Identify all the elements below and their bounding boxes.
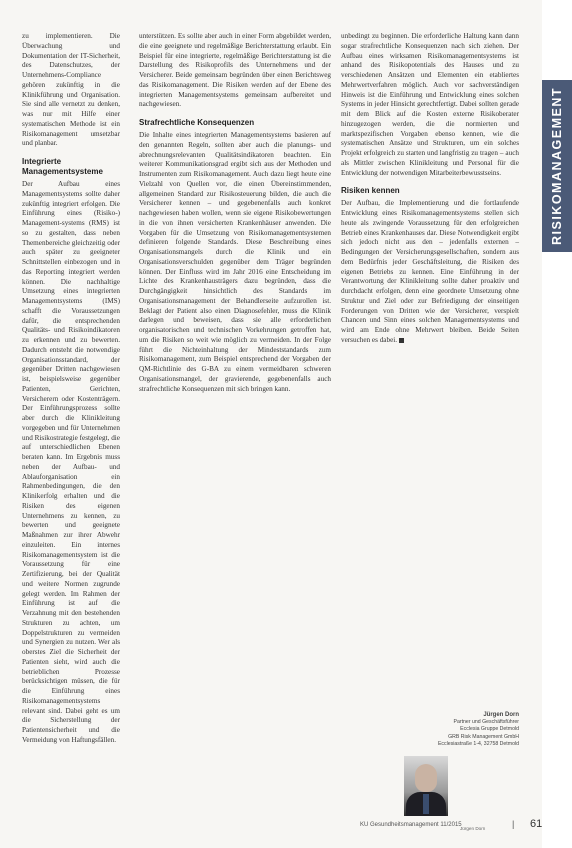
portrait-head xyxy=(415,764,437,792)
portrait-tie xyxy=(423,794,429,814)
paragraph: zu implementieren. Die Überwachung und Dokumentation der IT-Sicherheit, des Datenschutzes, der Unternehmens-Compliance gehören zukünftig in die Klinikführung und Organisation. Sie sind alle vernetzt zu denken, was nur mit Hilfe einer systematischen Methode ist ein Risikomanagement umsetzbar und planbar. xyxy=(22,32,120,148)
paragraph: Der Aufbau eines Managementsystems sollte daher zukünftig integriert erfolgen. Die Einführung eines (Risiko-) Management-systems (RMS) ist so zu gestalten, dass neben Themenbereiche gleichzeitig oder auch später zu geeigneter Schnittstellen einbezogen und in das Reporting integriert werden können. Die nachhaltige Umsetzung eines integrierten Managementsystems (IMS) schafft die Voraussetzungen dafür, die entsprechenden Qualitäts- und Risikoindikatoren zu erkennen und zu bewerten. Dadurch entsteht die notwendige Organisationsstandard, der gegenüber Dritten nachgewiesen ist, beispielsweise gegenüber Patienten, Gerichten, Versicherern oder Kostenträgern. Der Einführungsprozess sollte aber durch die Klinikleitung vorgegeben und für Unternehmen und Risikostrategie festgelegt, die auf unterschiedlichen Ebenen beraten kann. Im Ergebnis muss neben der Aufbau- und Ablauforganisation ein Rahmenbedingungen, die den Klinikerfolg erhalten und die Risiken des eigenen Unternehmens zu kennen, zu bewerten und geeignete Maßnahmen zur ihrer Abwehr einzuleiten. Ein internes Risikomanagementsystem ist die Voraussetzung für eine Zertifizierung, bei der Qualität und weitere Normen zugrunde gelegt werden. Im Rahmen der Einführung ist auf die Verzahnung mit den bestehenden Strukturen zu achten, um Doppelstrukturen zu vermeiden und Synergien zu nutzen. Wer als oberstes Ziel die Sicherheit der Patienten sieht, wird auch die betrieblichen Prozesse berücksichtigen müssen, die für die Einführung eines Risikomanagementsystems relevant sind. Dabei geht es um die Sicherstellung der Patientensicherheit und die Vermeidung von Haftungsfällen. xyxy=(22,180,120,744)
author-name: Jürgen Dorn xyxy=(483,712,519,718)
section-tab xyxy=(542,80,572,252)
author-box xyxy=(341,712,519,748)
page-number: 61 xyxy=(530,818,543,830)
author-company: Ecclesia Gruppe Detmold xyxy=(460,726,519,733)
text-column-2 xyxy=(139,32,331,397)
author-photo xyxy=(404,756,448,816)
paragraph xyxy=(341,199,519,345)
text-column-3 xyxy=(341,32,519,349)
end-mark-icon xyxy=(399,338,404,343)
section-tab-label: RISIKOMANAGEMENT xyxy=(550,86,564,246)
footer-publication: KU Gesundheitsmanagement 11/2015 xyxy=(360,822,462,828)
text-column-1 xyxy=(22,32,120,749)
footer-separator: | xyxy=(512,819,515,829)
author-role: Partner und Geschäftsführer xyxy=(453,719,519,726)
paragraph: unbedingt zu beginnen. Die erforderliche Haltung kann dann sogar strafrechtliche Konsequenzen nach sich ziehen. Der Aufbau eines wirksamen Risikomanagementsystems ist anhand des Risikopotentials des Hauses und zu verschiedenen Ansätzen und Elementen ein etabliertes Mehrwertverfahren möglich. Auch vor sachverständigen Hinweis ist die Einführung und Entwicklung eines solchen Systems in jeder Hinsicht gerechtfertigt. Dabei sollten gerade mit dem Blick auf die Kosten externe Risikoberater hinzugezogen werden, die die normierten und marktspezifischen Vorgaben ebenso kennen, wie die systematischen Ansätze und Strukturen, um ein solches Projekt erfolgreich zu starten und langfristig zu tragen – auch als Mittler zwischen Klinikleitung und Personal für die Entwicklung der notwendigen Mitarbeiterbewusstseins. xyxy=(341,32,519,177)
author-company-2: GRB Risk Management GmbH xyxy=(448,733,519,740)
heading-integrierte-managementsysteme: Integrierte Managementsysteme xyxy=(22,157,103,176)
paragraph-text: Der Aufbau, die Implementierung und die fortlaufende Entwicklung eines Risikomanagementsystems stellen sich heute als zwingende Voraussetzung für den erfolgreichen Betrieb eines Krankenhauses dar. Diese Notwendigkeit ergibt sich jedoch nicht aus den – jedenfalls externen – Bedingungen der Versicherungsgesellschaften, sondern aus dem Bedürfnis jeder Geschäftsleitung, die Risiken des eigenen Betriebs zu kennen. Eine Einführung in der Verantwortung der Klinikleitung sollte daher proaktiv und durchdacht erfolgen, denn eine geordnete Umsetzung ohne Struktur und Ziel oder zur Befriedigung der einseitigen Forderungen von Dritten wie der Versicherer, verspielt Chancen und Sinn eines solchen Managementsystems und wird am Ende ohne Mehrwert bleiben. Beide Seiten versuchen es dabei. xyxy=(341,199,519,344)
heading-strafrechtliche-konsequenzen: Strafrechtliche Konsequenzen xyxy=(139,118,255,127)
photo-caption: Jürgen Dorn xyxy=(460,826,486,831)
paragraph: unterstützen. Es sollte aber auch in einer Form abgebildet werden, die eine geeignete und regelmäßige Berichterstattung erlaubt. Ein Beispiel für eine integrierte, regelmäßige Berichterstattung ist die Darstellung des Risikoprofils des Unternehmens und der Versicherer. Beide gemeinsam begründen über einen Berichtsweg das Risikomanagement. Die Risiken werden auf der Ebene des integrierten Managementsystems gemeinsam aufbereitet und nachgewiesen. xyxy=(139,32,331,109)
right-margin xyxy=(542,0,572,848)
paragraph: Die Inhalte eines integrierten Managementsystems basieren auf den genannten Regeln, sollten aber auch die planungs- und abrechnungsrelevanten Qualitätsindikatoren beachten. Ein weiterer Kommunikationsgrad ergibt sich aus der Methoden und Instrumenten zum Risikomanagement. Auch dazu liegt heute eine Vielzahl von Quellen vor, die einen Übereinstimmenden, allgemeinen Standard zur Risikosteuerung bilden, die auch die Versicherer kennen – und gegebenenfalls auch konkret nachgewiesen haben wollen, wenn sie eigene Risikobewertungen in die von ihnen versicherten Krankenhäuser anwenden. Die Vorgaben für die Umsetzung von Risikomanagementsystemen definieren folgende Standards. Diese Beschreibung eines Organisationsmangels durch die Klinik und ein Organisationsverschulden gegenüber dem Träger begründen können. Der Einfluss wird im Jahr 2016 eine Entscheidung im Lichte des Krankenhausträgers dazu begründen, dass die Durchgängigkeit hinsichtlich des Standards im Organisationsmanagement der Behandlerseite aufzurollen ist. Beklagt der Patient also einen Diagnosefehler, muss die Klinik darlegen und beweisen, dass sie alle erforderlichen organisatorischen und technischen Vorkehrungen getroffen hat, um die Risiken so weit wie möglich zu vermeiden. In der Folge führt die Nichteinhaltung der Mindeststandards zum Risikomanagement, zum Beispiel entsprechend der Vorgaben der QM-Richtlinie des G-BA zu einem vermeidbaren schweren Organisationsmangel, der gravierende, gegebenenfalls auch strafrechtliche Konsequenzen mit sich bringen kann. xyxy=(139,131,331,393)
author-address: Ecclesiastraße 1-4, 32758 Detmold xyxy=(437,740,519,747)
heading-risiken-kennen: Risiken kennen xyxy=(341,186,400,196)
